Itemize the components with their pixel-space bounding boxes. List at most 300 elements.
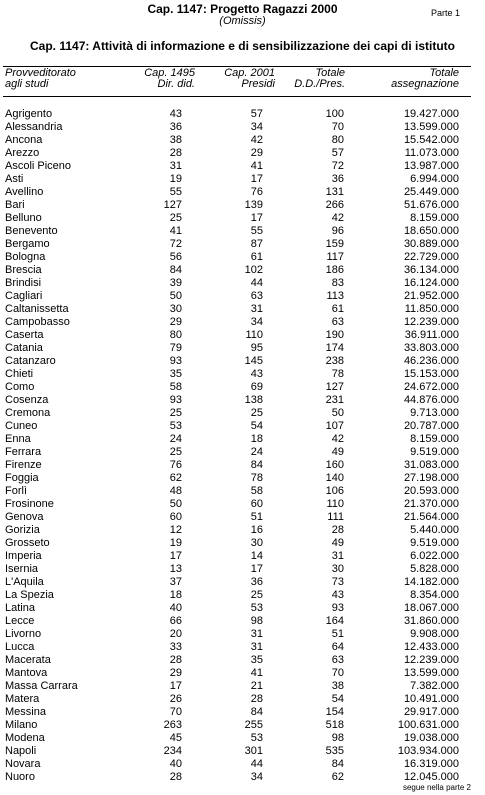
cell-cap1495: 40 xyxy=(169,602,182,614)
cell-totale: 190 xyxy=(325,329,344,341)
cell-cap2001: 34 xyxy=(250,121,263,133)
cell-cap1495: 80 xyxy=(169,329,182,341)
cell-cap2001: 87 xyxy=(250,238,263,250)
cell-assegnazione: 11.073.000 xyxy=(404,147,459,159)
table-row xyxy=(0,732,485,745)
cell-cap2001: 34 xyxy=(250,316,263,328)
cell-assegnazione: 24.672.000 xyxy=(403,381,459,393)
cell-cap2001: 41 xyxy=(250,160,263,172)
cell-assegnazione: 10.491.000 xyxy=(403,693,459,705)
cell-cap2001: 102 xyxy=(244,264,263,276)
cell-provveditorato: Macerata xyxy=(5,654,51,666)
cell-assegnazione: 19.038.000 xyxy=(403,732,459,744)
table-row xyxy=(0,693,485,706)
cell-cap1495: 29 xyxy=(169,316,182,328)
cell-cap1495: 62 xyxy=(169,472,182,484)
table-row xyxy=(0,368,485,381)
table-row xyxy=(0,420,485,433)
cell-assegnazione: 25.449.000 xyxy=(403,186,459,198)
cell-cap1495: 17 xyxy=(169,550,182,562)
cell-provveditorato: Cosenza xyxy=(5,394,49,406)
table-row xyxy=(0,173,485,186)
table-row xyxy=(0,186,485,199)
cell-assegnazione: 29.917.000 xyxy=(403,706,459,718)
table-row xyxy=(0,459,485,472)
cell-cap2001: 31 xyxy=(250,303,263,315)
header-provveditorato-line2: agli studi xyxy=(5,78,49,90)
cell-cap2001: 16 xyxy=(250,524,263,536)
table-row xyxy=(0,238,485,251)
cell-totale: 42 xyxy=(331,433,344,445)
cell-cap1495: 60 xyxy=(169,511,182,523)
table-row xyxy=(0,329,485,342)
table-row xyxy=(0,498,485,511)
cell-cap1495: 28 xyxy=(169,147,182,159)
cell-cap2001: 31 xyxy=(250,628,263,640)
cell-totale: 518 xyxy=(325,719,344,731)
cell-provveditorato: Grosseto xyxy=(5,537,50,549)
cell-cap1495: 58 xyxy=(169,381,182,393)
table-row xyxy=(0,550,485,563)
cell-cap2001: 110 xyxy=(245,329,263,341)
cell-cap2001: 43 xyxy=(250,368,263,380)
cell-provveditorato: Ferrara xyxy=(5,446,42,458)
cell-cap1495: 38 xyxy=(169,134,182,146)
cell-totale: 159 xyxy=(325,238,344,250)
cell-cap2001: 42 xyxy=(250,134,263,146)
table-row xyxy=(0,667,485,680)
table-row xyxy=(0,108,485,121)
cell-cap2001: 44 xyxy=(250,758,263,770)
table-row xyxy=(0,511,485,524)
cell-assegnazione: 20.593.000 xyxy=(403,485,459,497)
cell-cap1495: 25 xyxy=(169,212,182,224)
table-row xyxy=(0,537,485,550)
cell-cap2001: 139 xyxy=(244,199,263,211)
header-assegnazione xyxy=(360,68,459,90)
cell-assegnazione: 20.787.000 xyxy=(403,420,459,432)
cell-cap2001: 255 xyxy=(244,719,263,731)
cell-assegnazione: 9.713.000 xyxy=(410,407,459,419)
cell-provveditorato: Cremona xyxy=(5,407,51,419)
cell-totale: 231 xyxy=(325,394,344,406)
cell-provveditorato: Frosinone xyxy=(5,498,54,510)
cell-totale: 57 xyxy=(331,147,344,159)
cell-provveditorato: Avellino xyxy=(5,186,44,198)
cell-provveditorato: Massa Carrara xyxy=(5,680,78,692)
cell-cap2001: 21 xyxy=(250,680,263,692)
cell-provveditorato: Genova xyxy=(5,511,44,523)
cell-totale: 54 xyxy=(331,693,344,705)
cell-provveditorato: Como xyxy=(5,381,35,393)
table-row xyxy=(0,303,485,316)
cell-cap1495: 36 xyxy=(169,121,182,133)
cell-provveditorato: Bari xyxy=(5,199,25,211)
cell-provveditorato: Asti xyxy=(5,173,24,185)
cell-cap1495: 18 xyxy=(169,589,182,601)
cell-cap1495: 33 xyxy=(169,641,182,653)
cell-assegnazione: 6.022.000 xyxy=(410,550,459,562)
cell-provveditorato: Bergamo xyxy=(5,238,50,250)
cell-assegnazione: 12.433.000 xyxy=(403,641,459,653)
cell-assegnazione: 36.134.000 xyxy=(403,264,459,276)
table-row xyxy=(0,381,485,394)
cell-cap1495: 31 xyxy=(169,160,182,172)
table-row xyxy=(0,628,485,641)
cell-provveditorato: Mantova xyxy=(5,667,48,679)
cell-cap1495: 76 xyxy=(169,459,182,471)
document-title: Cap. 1147: Progetto Ragazzi 2000 xyxy=(147,2,338,16)
cell-cap2001: 44 xyxy=(250,277,263,289)
cell-cap1495: 40 xyxy=(169,758,182,770)
cell-cap1495: 48 xyxy=(169,485,182,497)
table-row xyxy=(0,199,485,212)
cell-cap1495: 84 xyxy=(169,264,182,276)
cell-provveditorato: Matera xyxy=(5,693,40,705)
cell-provveditorato: Imperia xyxy=(5,550,42,562)
table-row xyxy=(0,433,485,446)
cell-totale: 50 xyxy=(331,407,344,419)
cell-assegnazione: 18.067.000 xyxy=(403,602,459,614)
cell-provveditorato: Cuneo xyxy=(5,420,38,432)
cell-cap1495: 70 xyxy=(169,706,182,718)
cell-assegnazione: 51.676.000 xyxy=(403,199,459,211)
cell-totale: 51 xyxy=(331,628,344,640)
table-row xyxy=(0,602,485,615)
cell-cap1495: 25 xyxy=(169,407,182,419)
cell-cap1495: 66 xyxy=(169,615,182,627)
cell-cap1495: 45 xyxy=(169,732,182,744)
header-assegnazione-line2: assegnazione xyxy=(391,78,459,90)
cell-provveditorato: Cagliari xyxy=(5,290,43,302)
cell-totale: 535 xyxy=(325,745,344,757)
cell-cap2001: 63 xyxy=(250,290,263,302)
cell-cap1495: 30 xyxy=(169,303,182,315)
cell-totale: 127 xyxy=(325,381,344,393)
table-row xyxy=(0,524,485,537)
cell-cap2001: 98 xyxy=(250,615,263,627)
table-row xyxy=(0,355,485,368)
cell-assegnazione: 31.083.000 xyxy=(403,459,459,471)
cell-totale: 110 xyxy=(326,498,344,510)
cell-provveditorato: Arezzo xyxy=(5,147,40,159)
cell-provveditorato: Ancona xyxy=(5,134,43,146)
cell-totale: 63 xyxy=(331,316,344,328)
cell-cap2001: 17 xyxy=(250,173,263,185)
cell-totale: 49 xyxy=(331,537,344,549)
table-row xyxy=(0,654,485,667)
cell-cap1495: 25 xyxy=(169,446,182,458)
cell-totale: 117 xyxy=(326,251,344,263)
header-cap2001-line2: Presidi xyxy=(241,78,275,90)
cell-cap1495: 28 xyxy=(169,771,182,783)
cell-cap2001: 53 xyxy=(250,732,263,744)
cell-totale: 113 xyxy=(326,290,344,302)
cell-totale: 154 xyxy=(325,706,344,718)
section-heading: Cap. 1147: Attività di informazione e di sensibilizzazione dei capi di istituto xyxy=(30,39,455,53)
cell-provveditorato: Alessandria xyxy=(5,121,63,133)
cell-cap1495: 41 xyxy=(169,225,182,237)
document-subtitle: (Omissis) xyxy=(219,15,266,27)
cell-totale: 266 xyxy=(325,199,344,211)
cell-cap1495: 26 xyxy=(169,693,182,705)
cell-assegnazione: 12.045.000 xyxy=(403,771,459,783)
cell-cap2001: 69 xyxy=(250,381,263,393)
cell-assegnazione: 21.952.000 xyxy=(403,290,459,302)
cell-cap2001: 84 xyxy=(250,706,263,718)
table-row xyxy=(0,147,485,160)
cell-cap2001: 41 xyxy=(250,667,263,679)
cell-provveditorato: L'Aquila xyxy=(5,576,44,588)
cell-provveditorato: Catanzaro xyxy=(5,355,56,367)
header-cap2001 xyxy=(200,68,275,90)
cell-provveditorato: Lucca xyxy=(5,641,35,653)
table-row xyxy=(0,134,485,147)
cell-assegnazione: 46.236.000 xyxy=(403,355,459,367)
cell-totale: 93 xyxy=(331,602,344,614)
cell-cap2001: 24 xyxy=(250,446,263,458)
cell-totale: 83 xyxy=(331,277,344,289)
table-row xyxy=(0,446,485,459)
cell-cap1495: 127 xyxy=(163,199,182,211)
cell-cap1495: 234 xyxy=(163,745,182,757)
cell-cap1495: 12 xyxy=(169,524,182,536)
cell-assegnazione: 36.911.000 xyxy=(404,329,459,341)
cell-provveditorato: Brescia xyxy=(5,264,42,276)
cell-totale: 70 xyxy=(331,667,344,679)
cell-assegnazione: 13.599.000 xyxy=(403,121,459,133)
header-cap1495 xyxy=(125,68,195,90)
table-row xyxy=(0,342,485,355)
cell-provveditorato: Modena xyxy=(5,732,45,744)
header-provveditorato xyxy=(5,68,76,90)
cell-assegnazione: 18.650.000 xyxy=(403,225,459,237)
cell-assegnazione: 19.427.000 xyxy=(403,108,459,120)
cell-assegnazione: 14.182.000 xyxy=(403,576,459,588)
cell-assegnazione: 100.631.000 xyxy=(397,719,459,731)
cell-totale: 72 xyxy=(331,160,344,172)
cell-totale: 84 xyxy=(331,758,344,770)
cell-totale: 164 xyxy=(325,615,344,627)
header-provveditorato-line1: Provveditorato xyxy=(5,67,76,79)
table-row xyxy=(0,680,485,693)
cell-cap1495: 35 xyxy=(169,368,182,380)
cell-cap1495: 93 xyxy=(169,355,182,367)
table-row xyxy=(0,485,485,498)
table-row xyxy=(0,706,485,719)
cell-cap1495: 55 xyxy=(169,186,182,198)
cell-assegnazione: 103.934.000 xyxy=(397,745,459,757)
cell-cap2001: 17 xyxy=(250,563,263,575)
cell-totale: 36 xyxy=(331,173,344,185)
cell-assegnazione: 5.828.000 xyxy=(410,563,459,575)
cell-provveditorato: Foggia xyxy=(5,472,39,484)
cell-provveditorato: Livorno xyxy=(5,628,42,640)
cell-cap1495: 29 xyxy=(169,667,182,679)
cell-assegnazione: 11.850.000 xyxy=(404,303,459,315)
cell-assegnazione: 12.239.000 xyxy=(403,316,459,328)
table-row xyxy=(0,225,485,238)
cell-assegnazione: 30.889.000 xyxy=(403,238,459,250)
cell-totale: 106 xyxy=(325,485,344,497)
cell-totale: 42 xyxy=(331,212,344,224)
cell-cap2001: 30 xyxy=(250,537,263,549)
table-row xyxy=(0,264,485,277)
cell-cap1495: 93 xyxy=(169,394,182,406)
cell-cap2001: 34 xyxy=(250,771,263,783)
cell-assegnazione: 6.994.000 xyxy=(410,173,459,185)
cell-cap1495: 72 xyxy=(169,238,182,250)
cell-cap2001: 53 xyxy=(250,602,263,614)
cell-assegnazione: 13.987.000 xyxy=(403,160,459,172)
cell-cap1495: 53 xyxy=(169,420,182,432)
cell-cap2001: 78 xyxy=(250,472,263,484)
cell-assegnazione: 5.440.000 xyxy=(410,524,459,536)
table-row xyxy=(0,641,485,654)
table-row xyxy=(0,576,485,589)
cell-cap1495: 43 xyxy=(169,108,182,120)
cell-cap2001: 57 xyxy=(250,108,263,120)
table-row xyxy=(0,472,485,485)
header-cap2001-line1: Cap. 2001 xyxy=(224,67,275,79)
header-cap1495-line2: Dir. did. xyxy=(157,78,195,90)
table-row xyxy=(0,719,485,732)
cell-assegnazione: 21.370.000 xyxy=(403,498,459,510)
cell-cap2001: 145 xyxy=(244,355,263,367)
cell-cap2001: 35 xyxy=(250,654,263,666)
cell-provveditorato: Isernia xyxy=(5,563,39,575)
cell-assegnazione: 7.382.000 xyxy=(410,680,459,692)
cell-provveditorato: Firenze xyxy=(5,459,42,471)
header-assegnazione-line1: Totale xyxy=(429,67,459,79)
cell-assegnazione: 22.729.000 xyxy=(403,251,459,263)
cell-cap1495: 56 xyxy=(169,251,182,263)
table-row xyxy=(0,277,485,290)
cell-totale: 70 xyxy=(331,121,344,133)
cell-provveditorato: Caserta xyxy=(5,329,44,341)
cell-cap2001: 51 xyxy=(250,511,263,523)
cell-cap2001: 25 xyxy=(250,589,263,601)
table-row xyxy=(0,212,485,225)
cell-provveditorato: Caltanissetta xyxy=(5,303,69,315)
table-row xyxy=(0,290,485,303)
table-row xyxy=(0,316,485,329)
cell-cap2001: 36 xyxy=(250,576,263,588)
cell-cap1495: 79 xyxy=(169,342,182,354)
cell-cap2001: 84 xyxy=(250,459,263,471)
table-row xyxy=(0,758,485,771)
cell-assegnazione: 16.319.000 xyxy=(403,758,459,770)
cell-assegnazione: 12.239.000 xyxy=(403,654,459,666)
cell-totale: 238 xyxy=(325,355,344,367)
cell-totale: 73 xyxy=(331,576,344,588)
cell-cap1495: 19 xyxy=(169,173,182,185)
cell-cap2001: 138 xyxy=(244,394,263,406)
cell-totale: 78 xyxy=(331,368,344,380)
cell-provveditorato: Latina xyxy=(5,602,35,614)
cell-provveditorato: Ascoli Piceno xyxy=(5,160,72,172)
cell-totale: 49 xyxy=(331,446,344,458)
cell-provveditorato: Messina xyxy=(5,706,46,718)
cell-provveditorato: Benevento xyxy=(5,225,58,237)
cell-cap2001: 55 xyxy=(250,225,263,237)
cell-totale: 30 xyxy=(331,563,344,575)
cell-assegnazione: 9.519.000 xyxy=(410,446,459,458)
header-totale-line2: D.D./Pres. xyxy=(294,78,345,90)
header-totale xyxy=(270,68,345,90)
cell-cap2001: 28 xyxy=(250,693,263,705)
cell-assegnazione: 8.159.000 xyxy=(410,212,459,224)
cell-totale: 131 xyxy=(325,186,344,198)
cell-totale: 100 xyxy=(325,108,344,120)
cell-totale: 96 xyxy=(331,225,344,237)
cell-provveditorato: Lecce xyxy=(5,615,35,627)
cell-cap2001: 60 xyxy=(250,498,263,510)
cell-cap2001: 18 xyxy=(250,433,263,445)
cell-provveditorato: Chieti xyxy=(5,368,34,380)
cell-totale: 64 xyxy=(331,641,344,653)
page-label: Parte 1 xyxy=(430,8,460,18)
cell-assegnazione: 15.153.000 xyxy=(403,368,459,380)
cell-assegnazione: 31.860.000 xyxy=(403,615,459,627)
table-row xyxy=(0,394,485,407)
cell-provveditorato: Agrigento xyxy=(5,108,53,120)
cell-totale: 140 xyxy=(325,472,344,484)
table-header-rule xyxy=(3,96,471,97)
cell-totale: 62 xyxy=(331,771,344,783)
cell-totale: 160 xyxy=(325,459,344,471)
cell-cap2001: 17 xyxy=(250,212,263,224)
table-row xyxy=(0,745,485,758)
table-row xyxy=(0,563,485,576)
cell-provveditorato: Bologna xyxy=(5,251,46,263)
cell-provveditorato: Enna xyxy=(5,433,31,445)
table-row xyxy=(0,251,485,264)
header-cap1495-line1: Cap. 1495 xyxy=(144,67,195,79)
cell-totale: 80 xyxy=(331,134,344,146)
cell-cap1495: 24 xyxy=(169,433,182,445)
cell-totale: 43 xyxy=(331,589,344,601)
table-row xyxy=(0,589,485,602)
cell-assegnazione: 21.564.000 xyxy=(403,511,459,523)
table-row xyxy=(0,407,485,420)
cell-cap2001: 58 xyxy=(250,485,263,497)
cell-cap2001: 54 xyxy=(250,420,263,432)
cell-cap1495: 39 xyxy=(169,277,182,289)
cell-cap1495: 37 xyxy=(169,576,182,588)
cell-assegnazione: 27.198.000 xyxy=(403,472,459,484)
cell-cap1495: 20 xyxy=(169,628,182,640)
cell-totale: 61 xyxy=(331,303,344,315)
cell-totale: 98 xyxy=(331,732,344,744)
cell-cap1495: 17 xyxy=(169,680,182,692)
cell-totale: 28 xyxy=(331,524,344,536)
cell-provveditorato: Milano xyxy=(5,719,38,731)
cell-cap2001: 25 xyxy=(250,407,263,419)
cell-provveditorato: Forlì xyxy=(5,485,27,497)
header-totale-line1: Totale xyxy=(315,67,345,79)
cell-assegnazione: 9.908.000 xyxy=(410,628,459,640)
cell-assegnazione: 8.159.000 xyxy=(410,433,459,445)
cell-provveditorato: Nuoro xyxy=(5,771,35,783)
cell-assegnazione: 13.599.000 xyxy=(403,667,459,679)
table-body xyxy=(0,108,485,784)
cell-cap1495: 19 xyxy=(169,537,182,549)
continuation-note: segue nella parte 2 xyxy=(402,783,471,792)
cell-cap1495: 50 xyxy=(169,290,182,302)
cell-totale: 38 xyxy=(331,680,344,692)
cell-provveditorato: Catania xyxy=(5,342,43,354)
